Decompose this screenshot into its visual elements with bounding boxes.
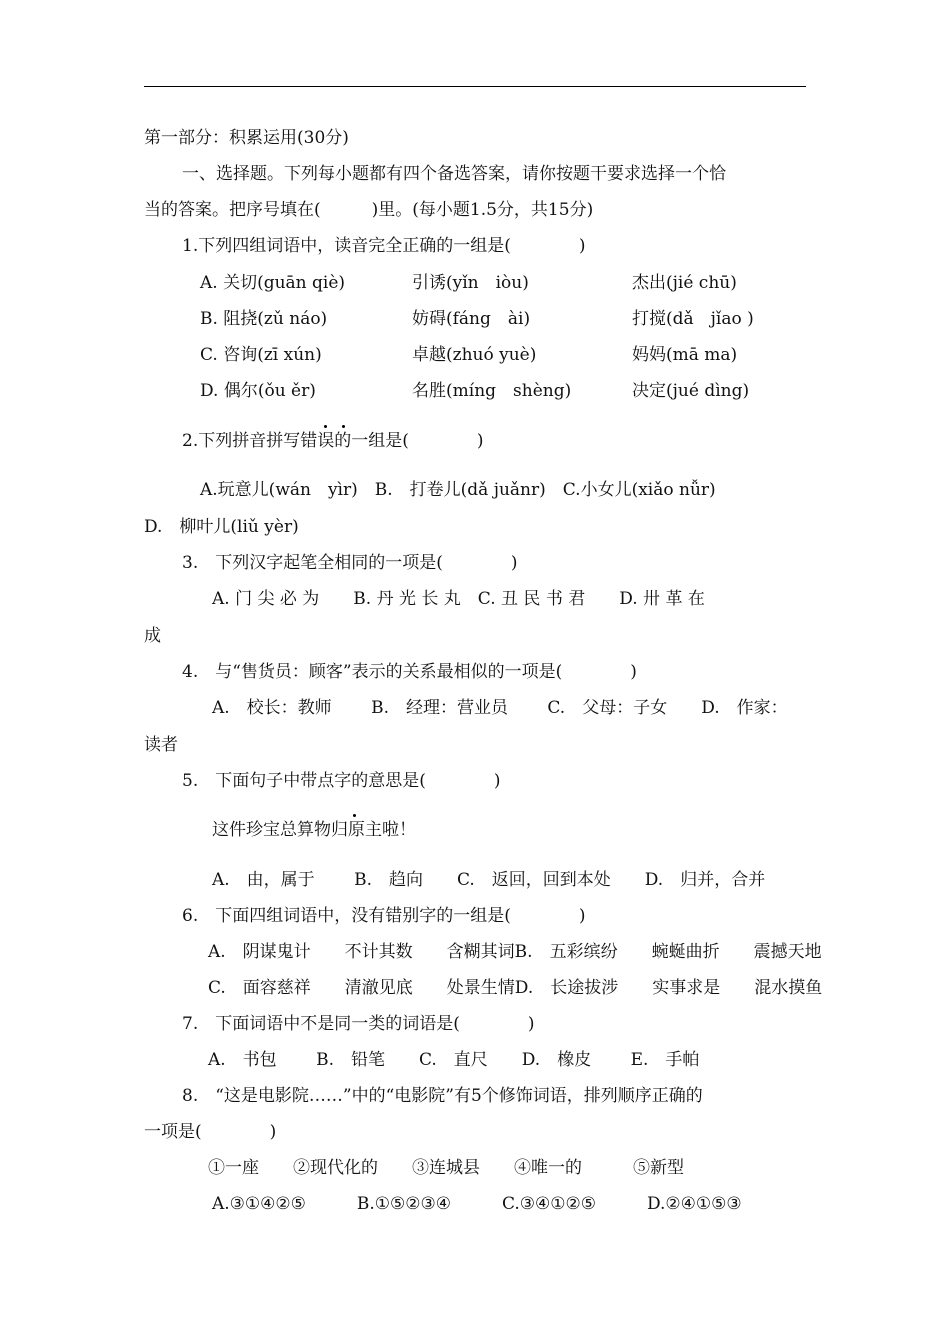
q8-items: ①一座 ②现代化的 ③连城县 ④唯一的 ⑤新型 (208, 1158, 684, 1178)
q1-option-d-2: 名胜(míng shèng) (412, 381, 572, 401)
q4-stem: 4. 与“售货员：顾客”表示的关系最相似的一项是( ) (182, 662, 637, 682)
q3-options-cont: 成 (144, 626, 161, 646)
section-title: 第一部分：积累运用(30分) (144, 128, 349, 148)
q3-stem: 3. 下列汉字起笔全相同的一项是( ) (182, 553, 518, 573)
q1-stem: 1.下列四组词语中，读音完全正确的一组是( ) (182, 236, 586, 256)
q2-options: A.玩意儿(wán yìr) B. 打卷儿(dǎ juǎnr) C.小女儿(xiǎo nǚr) (200, 480, 716, 500)
q1-option-a-1: A. 关切(guān qiè) (200, 273, 346, 293)
q5-sentence: 这件珍宝总算物归原主啦！ (212, 820, 416, 840)
q2-stem: 2.下列拼音拼写错误的一组是( ) (182, 431, 484, 451)
q7-stem: 7. 下面词语中不是同一类的词语是( ) (182, 1014, 535, 1034)
q5-stem: 5. 下面句子中带点字的意思是( ) (182, 771, 501, 791)
q8-stem-cont: 一项是( ) (144, 1122, 277, 1142)
q1-option-b-3: 打搅(dǎ jǐao ) (632, 309, 754, 329)
q4-options: A. 校长：教师 B. 经理：营业员 C. 父母：子女 D. 作家： (212, 698, 788, 718)
q8-options: A.③①④②⑤ B.①⑤②③④ C.③④①②⑤ D.②④①⑤③ (212, 1194, 742, 1214)
header-rule (144, 86, 806, 87)
q1-option-d-3: 决定(jué dìng) (632, 381, 750, 401)
emphasis-dot (324, 425, 327, 428)
q1-option-c-2: 卓越(zhuó yuè) (412, 345, 537, 365)
emphasis-dot (353, 814, 356, 817)
q8-stem: 8. “这是电影院……”中的“电影院”有5个修饰词语，排列顺序正确的 (182, 1086, 703, 1106)
q1-option-c-3: 妈妈(mā ma) (632, 345, 738, 365)
emphasis-dot (342, 425, 345, 428)
q1-option-a-2: 引诱(yǐn iòu) (412, 273, 529, 293)
q1-option-b-1: B. 阻挠(zǔ náo) (200, 309, 328, 329)
q6-options-row-2: C. 面容慈祥 清澈见底 处景生情D. 长途拔涉 实事求是 混水摸鱼 (208, 978, 823, 998)
q3-options: A. 门 尖 必 为 B. 丹 光 长 丸 C. 丑 民 书 君 D. 卅 革 在 (212, 589, 705, 609)
q1-option-c-1: C. 咨询(zī xún) (200, 345, 322, 365)
instructions-line-2: 当的答案。把序号填在( )里。(每小题1.5分，共15分) (144, 200, 594, 220)
instructions-line-1: 一、选择题。下列每小题都有四个备选答案，请你按题干要求选择一个恰 (182, 164, 726, 184)
q2-options-cont: D. 柳叶儿(liǔ yèr) (144, 517, 299, 537)
q7-options: A. 书包 B. 铅笔 C. 直尺 D. 橡皮 E. 手帕 (208, 1050, 700, 1070)
q1-option-b-2: 妨碍(fáng ài) (412, 309, 531, 329)
q6-stem: 6. 下面四组词语中，没有错别字的一组是( ) (182, 906, 586, 926)
q1-option-a-3: 杰出(jié chū) (632, 273, 737, 293)
q6-options-row-1: A. 阴谋鬼计 不计其数 含糊其词B. 五彩缤纷 蜿蜒曲折 震撼天地 (208, 942, 822, 962)
q1-option-d-1: D. 偶尔(ǒu ěr) (200, 381, 316, 401)
q5-options: A. 由，属于 B. 趋向 C. 返回，回到本处 D. 归并，合并 (212, 870, 766, 890)
q4-options-cont: 读者 (144, 735, 178, 755)
